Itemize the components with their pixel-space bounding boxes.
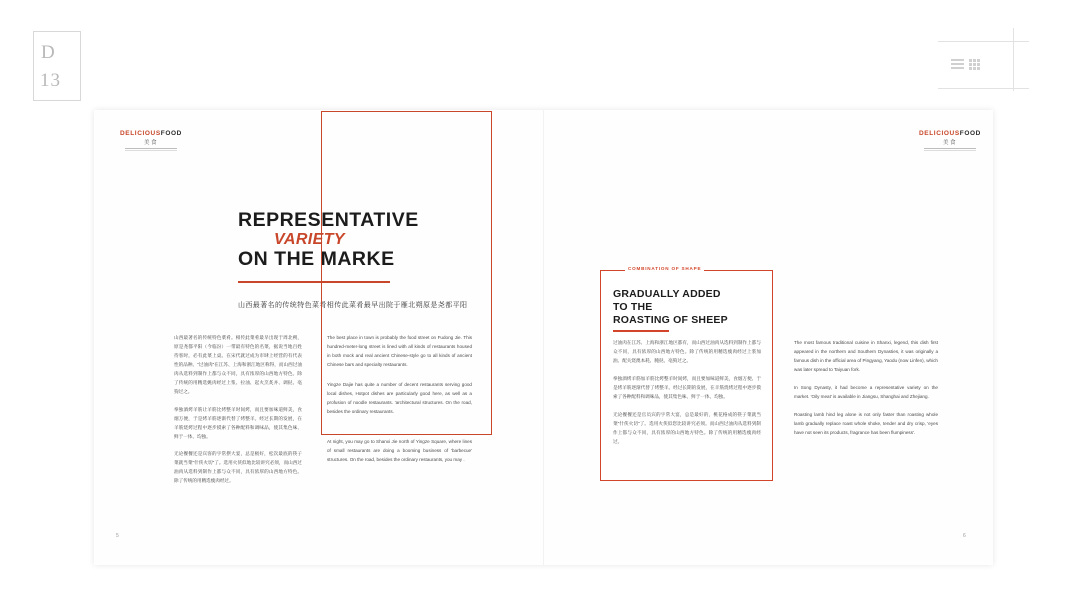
logo-left-word2: FOOD bbox=[160, 130, 182, 137]
logo-right-text bbox=[915, 130, 985, 137]
paragraph: At night, you may go to Shanxi Jie north of Yingze Square, where lines of small restaurants are doing a booming business of 'barbecue' structures. On the road, besides the ordinary restaurants, you may . bbox=[327, 439, 472, 462]
logo-left bbox=[116, 130, 186, 151]
title-line-2: TO THE bbox=[613, 300, 653, 313]
folio-left: 5 bbox=[116, 533, 119, 539]
logo-right-rule2 bbox=[924, 150, 976, 151]
right-page-title bbox=[613, 288, 765, 326]
logo-right-word1: DELICIOUS bbox=[919, 130, 960, 137]
right-page-title-underline bbox=[613, 330, 669, 332]
corner-mark-letter: D bbox=[41, 42, 56, 63]
right-page-english-column bbox=[794, 339, 938, 447]
title-line-1: GRADUALLY ADDED bbox=[613, 288, 721, 300]
logo-right-rule bbox=[924, 148, 976, 149]
logo-right-sub: 美食 bbox=[942, 140, 957, 146]
logo-left-word1: DELICIOUS bbox=[120, 130, 161, 137]
left-page-chinese-column bbox=[174, 334, 302, 495]
paragraph: 拳独酒烤羊筋让羊筋比烤整羊时间烤，而且要加味道鲜美，食烟万便，于是烤羊筋逐渐代替了烤整羊。经过长期的发展，在羊筋烧烤过程中逐步摸索了各种配料和调味品，使其集色味、鲜于一体、均独。 bbox=[174, 406, 302, 439]
logo-left-rule bbox=[125, 148, 177, 149]
logo-left-text bbox=[116, 130, 186, 137]
left-page-quote-text: Yingze Dajie has quite a number of decent restaurants serving good local dishes, Hotpot dishes are particularly good here, as well as a profusion of noodle restaurants. 'architectural structures. On the road, besides the ordinary restaurants. bbox=[327, 382, 472, 414]
logo-left-sub: 美食 bbox=[143, 140, 158, 146]
spread-gutter bbox=[543, 110, 544, 565]
left-page-subheading: 山西最著名的传统特色菜肴相传此菜肴最早出院于雁北朔原是尧都平阳 bbox=[238, 302, 468, 309]
paragraph: 山西最著名的传统特色菜肴。相传此菜肴最早出现于周北朔，原是尧都平阳（今临汾）一带最有特色的名菜，据说当地百姓待客时，必有此菜上桌。在宋代就过成为市肆上经营的有代表性的品种。“过油肉”在江苏、上海和浙江地区称得，而山西过油肉从选料到制作上都与众不同，具有浓厚的山西地方特色。除了传统的用精选姚肉经过上浆、拉油、起火烹炙并、调挞、亳狗过之。 bbox=[174, 335, 302, 394]
headline-line-2: VARIETY bbox=[274, 231, 345, 249]
paragraph: 拳独酒烤羊筋加羊筋比烤整羊时间烤，而且要加味道鲜美，食烟万便、于是烤羊筋逐渐代替了烤整羊。经过长期的发展，在羊筋烧烤过程中逐步摸索了各种配料和调味品，使其集色味、鲜于一体、均独。 bbox=[613, 375, 761, 399]
grid-view-icon[interactable] bbox=[969, 59, 981, 70]
title-line-3: ROASTING OF SHEEP bbox=[613, 313, 728, 326]
decor-rule-vertical bbox=[1013, 28, 1014, 91]
left-page-english-column-2 bbox=[327, 438, 472, 474]
right-page-kicker: COMBINATION OF SHAPE bbox=[625, 266, 704, 271]
paragraph: The best place in town is probably the food street on Fudong Jie. This hundred-meter-long street is lined with all kinds of restaurants housed in both mock and real ancient Chinese-style go to all kinds of ancient Chinese bars and specialty restaurants. bbox=[327, 335, 472, 367]
corner-mark-number: 13 bbox=[40, 70, 61, 91]
paragraph: 过油肉在江苏、上海和浙江地区都有，而山西过油肉从选料到制作上都与众不同，具有浓厚的山西地方特色。除了传统的用精选瘦肉经过上浆加油、配关烧澳本耗、腌挞、亳狗过之。 bbox=[613, 340, 761, 363]
logo-right bbox=[915, 130, 985, 151]
paragraph: 无论餐餐还是宾客的字常摆大宴，总是极好，松次最底的筷子菜就当菜"什侠火切"了。选用火侠似地比较讲究必须，而山西过油肉从选料到制作上都与众不同，具有浓厚的山西地方特色。除了传统的用精选瘦肉经过。 bbox=[174, 451, 302, 484]
logo-left-rule2 bbox=[125, 150, 177, 151]
decor-rule-top bbox=[938, 41, 1029, 42]
paragraph: In Song Dynasty, it had become a representative variety on the market. 'Oily meat' is available in Jiangsu, Shanghai and Zhejiang. bbox=[794, 384, 938, 399]
logo-right-word2: FOOD bbox=[959, 130, 981, 137]
headline-line-1: REPRESENTATIVE bbox=[238, 209, 419, 231]
paragraph: 无论餐餐还是官员宾的字常大宴，总是最好的，桃花格成的筷子菜就当菜"什侠火切"了。选用火侠似您比较讲究必须。而山西过油肉从选料到制作上都与众不同，具有浓厚的山西地方特色。除了传统的用精选瘦肉经过。 bbox=[613, 411, 761, 444]
paragraph: The most famous traditional cuisine in Shanxi, legend, this dish first appeared in the northern and Southern Dynasties, it was originally a famous dish in the official area of Pingyang, Yaodu (now Linfen), which was later spread to Taiyuan fork. bbox=[794, 340, 938, 372]
right-page-chinese-column bbox=[613, 339, 761, 456]
list-view-icon[interactable] bbox=[951, 59, 964, 70]
paragraph: Roasting lamb hind leg alone is not only faster than roasting whole lamb gradually replace roast whole shoke, tender and dry crisp, 'eyes have not seen its products, fragrance has been flumpiness'. bbox=[794, 411, 938, 435]
headline-line-3: ON THE MARKE bbox=[238, 247, 395, 270]
folio-right: 6 bbox=[963, 533, 966, 539]
decor-rule-bottom bbox=[938, 88, 1029, 89]
